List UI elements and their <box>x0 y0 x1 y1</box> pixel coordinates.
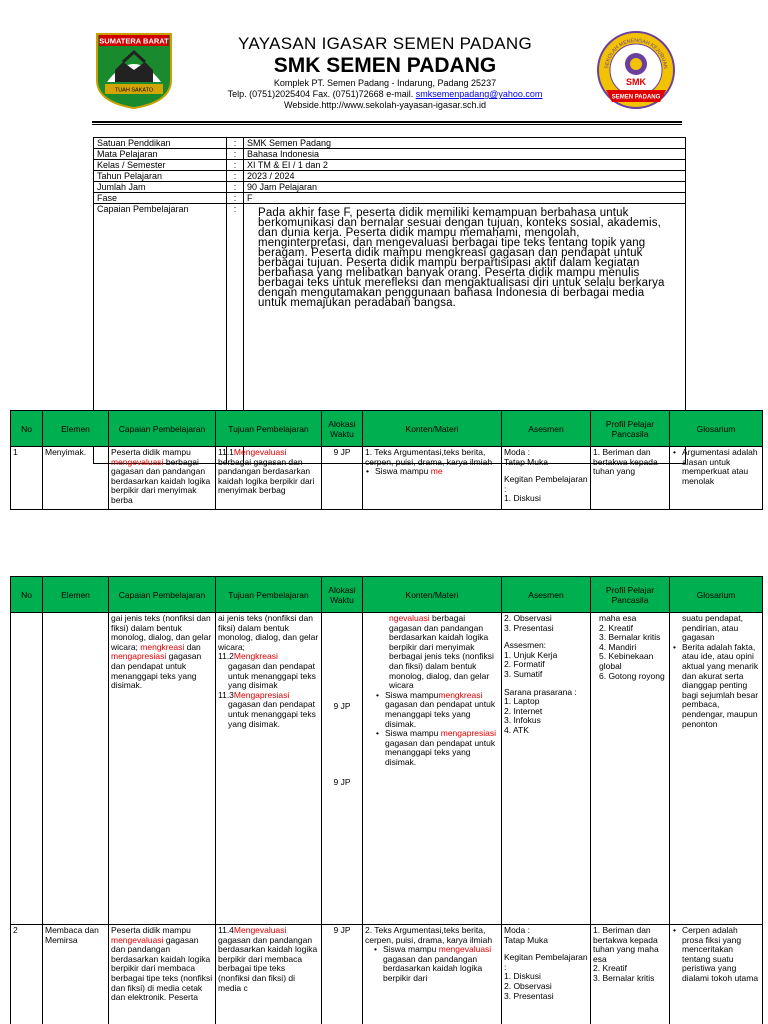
row-alokasi: 9 JP <box>322 447 363 510</box>
info-row <box>94 149 686 160</box>
info-value: SMK Semen Padang <box>244 138 686 149</box>
row-elemen: Membaca dan Memirsa <box>43 925 109 1024</box>
row-profil: 1. Beriman dan bertakwa kepada tuhan yang <box>591 447 670 510</box>
row-elemen <box>43 613 109 925</box>
header-divider <box>92 121 682 123</box>
row-asesmen: Moda : Tatap Muka Kegitan Pembelajaran : 1. Diskusi 2. Observasi 3. Presentasi <box>502 925 591 1024</box>
column-header: Asesmen <box>502 411 591 447</box>
row-glosarium: • Cerpen adalah prosa fiksi yang menceritakan tentang suatu peristiwa yang dialami tokoh utama <box>670 925 763 1024</box>
row-asesmen: 2. Observasi 3. Presentasi Assesmen: 1. Unjuk Kerja 2. Formatif 3. Sumatif Sarana prasarana : 1. Laptop 2. Internet 3. Infokus 4. ATK <box>502 613 591 925</box>
info-key: Fase <box>94 193 227 204</box>
info-row <box>94 182 686 193</box>
svg-text:SMK: SMK <box>626 77 646 87</box>
info-value: 2023 / 2024 <box>244 171 686 182</box>
info-sep: : <box>227 149 244 160</box>
info-key: Satuan Penddikan <box>94 138 227 149</box>
row-alokasi: 9 JP 9 JP <box>322 613 363 925</box>
school-contact: Telp. (0751)2025404 Fax. (0751)72668 e-mail. smksemenpadang@yahoo.com <box>227 89 543 99</box>
info-row <box>94 138 686 149</box>
letterhead-text <box>180 34 590 111</box>
column-header: Elemen <box>43 577 109 613</box>
svg-text:SUMATERA BARAT: SUMATERA BARAT <box>99 36 169 46</box>
info-sep: : <box>227 204 244 464</box>
row-no <box>11 613 43 925</box>
row-capaian: Peserta didik mampu mengevaluasi berbagai gagasan dan pandangan berdasarkan kaidah logika berpikir dari menyimak berba <box>109 447 216 510</box>
column-header: Capaian Pembelajaran <box>109 577 216 613</box>
column-header: Konten/Materi <box>363 577 502 613</box>
email-link[interactable]: smksemenpadang@yahoo.com <box>415 89 543 99</box>
row-capaian: Peserta didik mampu mengevaluasi gagasan dan pandangan berdasarkan kaidah logika berpikir dari membaca berbagai tipe teks (nonfiksi dan fiksi) di media cetak dan elektronik. Peserta <box>109 925 216 1024</box>
column-header: Glosarium <box>670 577 763 613</box>
svg-text:SEMEN PADANG: SEMEN PADANG <box>611 94 661 101</box>
school-website: Webside.http://www.sekolah-yayasan-igasar.sch.id <box>284 100 486 110</box>
info-key: Capaian Pembelajaran <box>94 204 227 464</box>
table-row <box>11 613 763 925</box>
info-row <box>94 171 686 182</box>
row-konten: 1. Teks Argumentasi,teks berita, cerpen, puisi, drama, karya ilmiah • Siswa mampu me <box>363 447 502 510</box>
info-sep: : <box>227 193 244 204</box>
row-profil: maha esa 2. Kreatif 3. Bernalar kritis 4. Mandiri 5. Kebinekaan global 6. Gotong royong <box>591 613 670 925</box>
school-address: Komplek PT. Semen Padang - Indarung, Padang 25237 <box>273 78 497 88</box>
info-sep: : <box>227 138 244 149</box>
info-row <box>94 193 686 204</box>
column-header: Asesmen <box>502 577 591 613</box>
info-value: XI TM & EI / 1 dan 2 <box>244 160 686 171</box>
info-key: Kelas / Semester <box>94 160 227 171</box>
column-header: Profil Pelajar Pancasila <box>591 411 670 447</box>
column-header: Tujuan Pembelajaran <box>216 577 322 613</box>
info-sep: : <box>227 182 244 193</box>
row-asesmen: Moda : Tatap Muka Kegitan Pembelajaran : 1. Diskusi <box>502 447 591 510</box>
school-name: SMK SEMEN PADANG <box>273 54 497 77</box>
column-header: Konten/Materi <box>363 411 502 447</box>
row-profil: 1. Beriman dan bertakwa kepada tuhan yang maha esa 2. Kreatif 3. Bernalar kritis <box>591 925 670 1024</box>
column-header: Alokasi Waktu <box>322 577 363 613</box>
foundation-name: YAYASAN IGASAR SEMEN PADANG <box>237 34 533 53</box>
smk-semen-padang-logo <box>596 30 676 110</box>
table-header-row <box>11 411 763 447</box>
letterhead <box>0 0 768 122</box>
capaian-pembelajaran-text: Pada akhir fase F, peserta didik memiliki kemampuan berbahasa untuk berkomunikasi dan bernalar sesuai dengan tujuan, konteks sosial, akademis, dan dunia kerja. Peserta didik mampu memahami, mengolah, menginterpretasi, dan mengevaluasi berbagai tipe teks tentang topik yang beragam. Peserta didik mampu mengkreasi gagasan dan pendapat untuk berbagai tujuan. Peserta didik mampu berpartisipasi aktif dalam kegiatan berbahasa yang melibatkan banyak orang. Peserta didik mampu menulis berbagai teks untuk merefleksi dan mengaktualisasi diri untuk selalu berkarya dengan mengutamakan penggunaan bahasa Indonesia di berbagai media untuk memajukan peradaban bangsa. <box>244 204 686 464</box>
info-key: Jumlah Jam <box>94 182 227 193</box>
info-sep: : <box>227 160 244 171</box>
column-header: Glosarium <box>670 411 763 447</box>
learning-table-part2 <box>10 576 763 1024</box>
table-row <box>11 447 763 510</box>
column-header: No <box>11 577 43 613</box>
column-header: Profil Pelajar Pancasila <box>591 577 670 613</box>
row-tujuan: 11.1Mengevaluasi berbagai gagasan dan pandangan berdasarkan kaidah logika berpikir dari menyimak berbag <box>216 447 322 510</box>
row-konten: ngevaluasi berbagai gagasan dan pandangan berdasarkan kaidah logika berpikir dari menyimak berbagai jenis teks (nonfiksi dan fiksi) dalam bentuk monolog, dialog, dan gelar wicara • Siswa mampumengkreasi gagasan dan pendapat untuk menanggapi teks yang disimak. • Siswa mampu mengapresiasi gagasan dan pendapat untuk menanggapi teks yang disimak. <box>363 613 502 925</box>
svg-text:TUAH SAKATO: TUAH SAKATO <box>114 87 154 94</box>
column-header: No <box>11 411 43 447</box>
info-row <box>94 160 686 171</box>
row-no: 2 <box>11 925 43 1024</box>
row-elemen: Menyimak. <box>43 447 109 510</box>
row-konten: 2. Teks Argumentasi,teks berita, cerpen, puisi, drama, karya ilmiah • Siswa mampu mengevaluasi gagasan dan pandangan berdasarkan kaidah logika berpikir dari <box>363 925 502 1024</box>
table-header-row <box>11 577 763 613</box>
row-glosarium: • Argumentasi adalah alasan untuk memperkuat atau menolak <box>670 447 763 510</box>
column-header: Capaian Pembelajaran <box>109 411 216 447</box>
info-key: Mata Pelajaran <box>94 149 227 160</box>
info-value: F <box>244 193 686 204</box>
info-key: Tahun Pelajaran <box>94 171 227 182</box>
header-divider-thin <box>92 124 682 125</box>
svg-text:SEKOLAH MENENGAH KEJURUAN: SEKOLAH MENENGAH KEJURUAN <box>603 37 669 70</box>
row-tujuan: 11.4Mengevaluasi gagasan dan pandangan berdasarkan kaidah logika berpikir dari membaca berbagai tipe teks (nonfiksi dan fiksi) di media c <box>216 925 322 1024</box>
row-capaian: gai jenis teks (nonfiksi dan fiksi) dalam bentuk monolog, dialog, dan gelar wicara; mengkreasi dan mengapresiasi gagasan dan pendapat untuk menanggapi teks yang disimak. <box>109 613 216 925</box>
info-sep: : <box>227 171 244 182</box>
row-tujuan: ai jenis teks (nonfiksi dan fiksi) dalam bentuk monolog, dialog, dan gelar wicara; 11.2Mengkreasi gagasan dan pendapat untuk menanggapi teks yang disimak 11.3Mengapresiasi gagasan dan pendapat untuk menanggapi teks yang disimak. <box>216 613 322 925</box>
table-row <box>11 925 763 1024</box>
info-value: 90 Jam Pelajaran <box>244 182 686 193</box>
column-header: Tujuan Pembelajaran <box>216 411 322 447</box>
learning-table-part1 <box>10 410 763 510</box>
column-header: Elemen <box>43 411 109 447</box>
info-value: Bahasa Indonesia <box>244 149 686 160</box>
row-no: 1 <box>11 447 43 510</box>
row-glosarium: suatu pendapat, pendirian, atau gagasan • Berita adalah fakta, atau ide, atau opini aktual yang menarik dan akurat serta dianggap penting bagi sejumlah besar pembaca, pendengar, maupun penonton <box>670 613 763 925</box>
column-header: Alokasi Waktu <box>322 411 363 447</box>
sumatera-barat-logo <box>93 30 175 110</box>
row-alokasi: 9 JP <box>322 925 363 1024</box>
